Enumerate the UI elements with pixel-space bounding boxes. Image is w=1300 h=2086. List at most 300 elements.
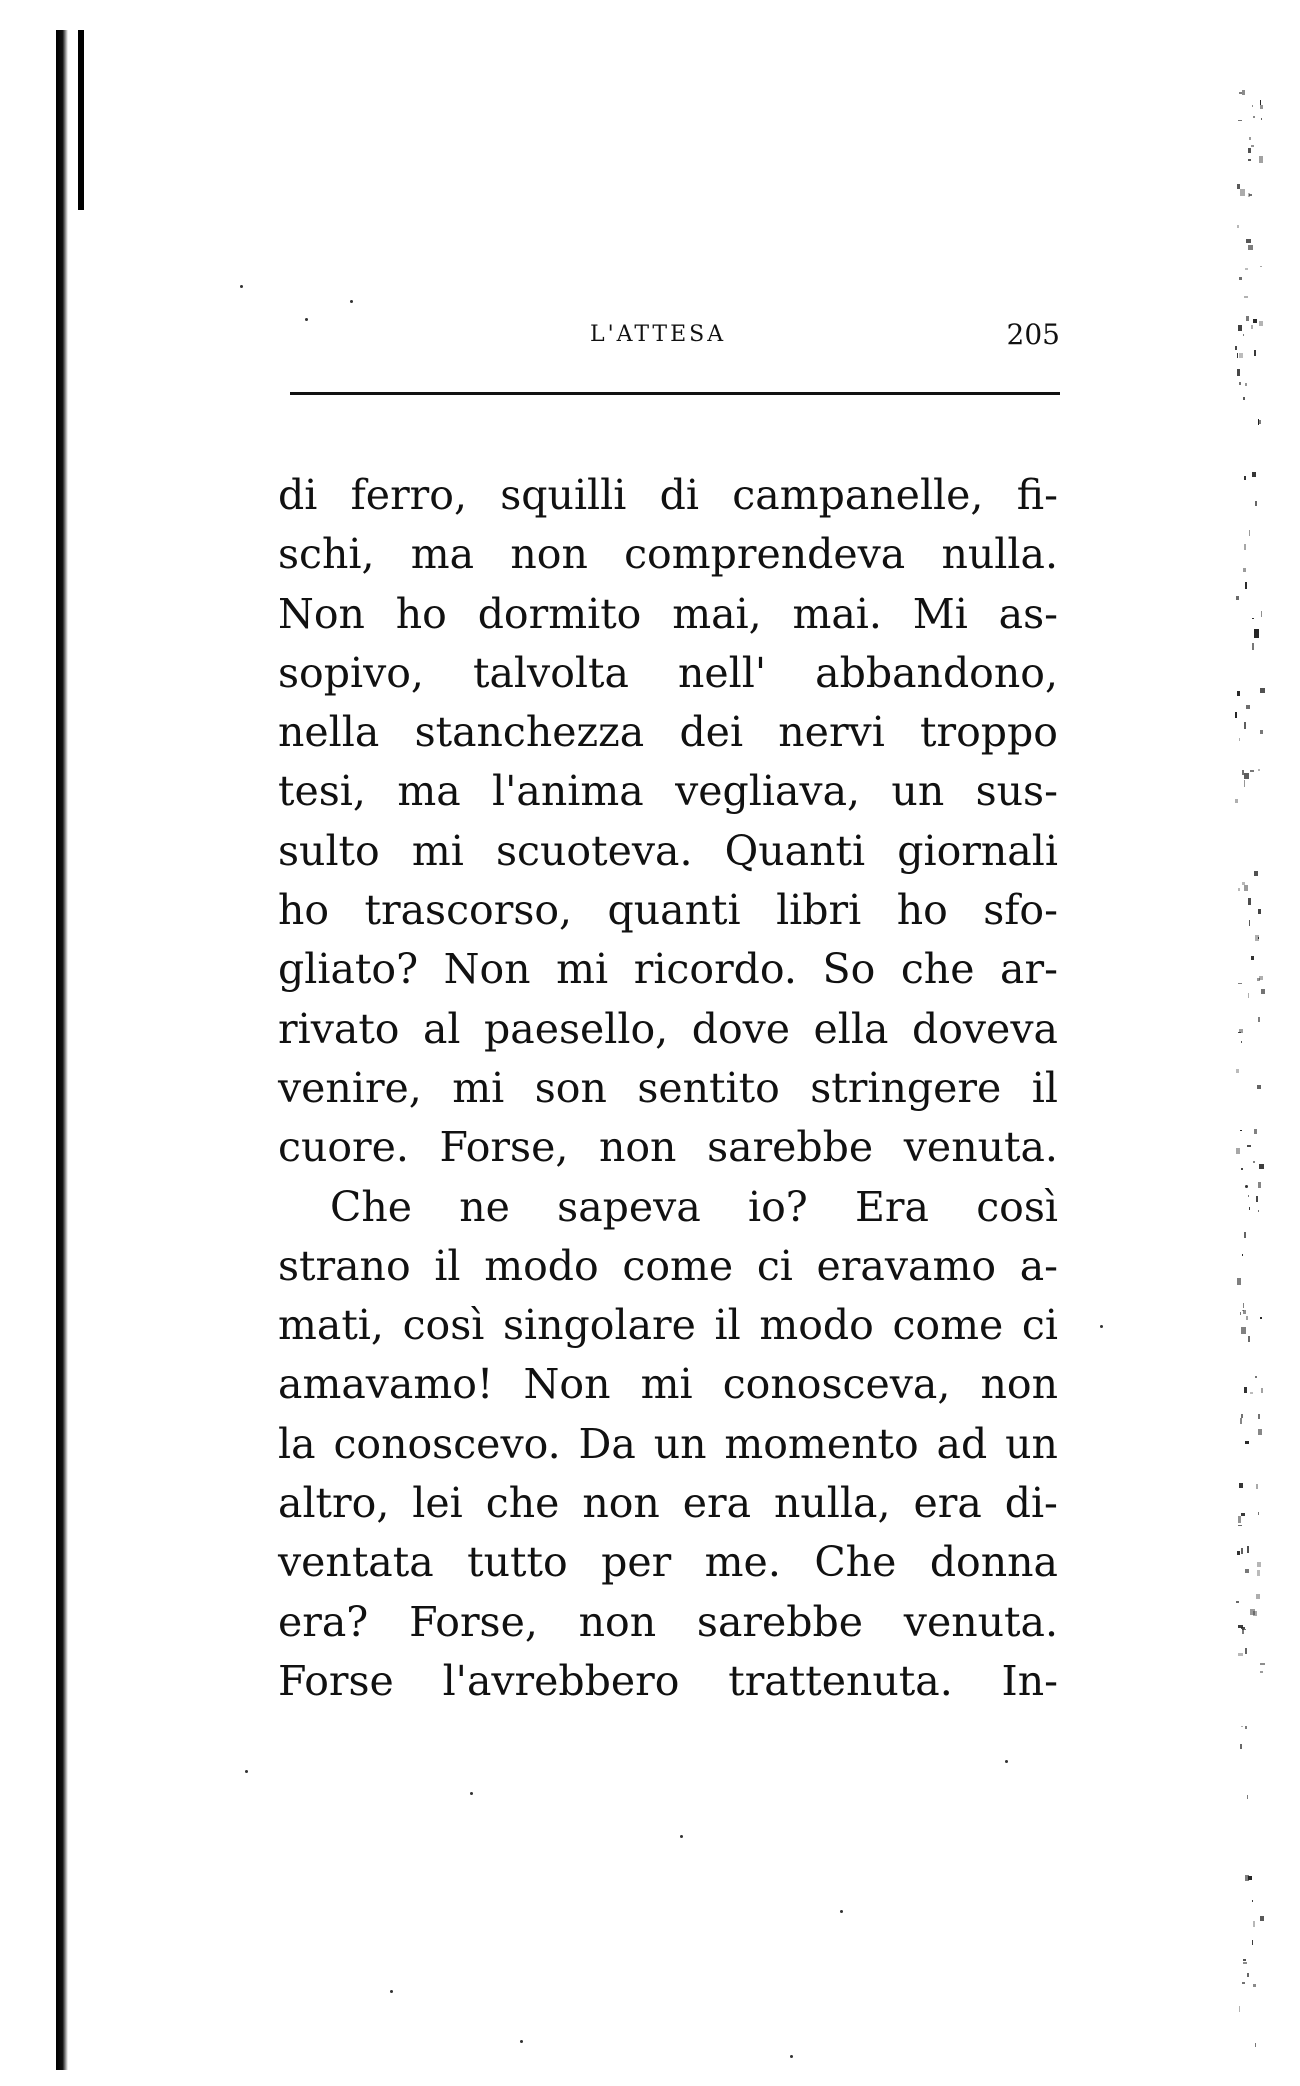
word: momento — [724, 1419, 919, 1468]
noise-speck — [1241, 1726, 1243, 1727]
word: così — [402, 1301, 485, 1350]
noise-speck — [1254, 1129, 1257, 1134]
word: ho — [896, 886, 948, 935]
word: un — [1005, 1419, 1058, 1468]
word: gliato? — [278, 945, 419, 994]
noise-speck — [1245, 1726, 1247, 1729]
word: era — [682, 1479, 752, 1528]
word: ventata — [278, 1538, 434, 1587]
noise-speck — [1247, 1145, 1251, 1147]
word: tutto — [467, 1538, 568, 1587]
word: stanchezza — [414, 708, 645, 757]
noise-speck — [1238, 1653, 1243, 1656]
speck — [520, 2040, 523, 2043]
word: venuta. — [903, 1123, 1058, 1172]
speck — [1100, 1325, 1103, 1328]
noise-speck — [1245, 582, 1247, 589]
word: l'anima — [492, 767, 644, 816]
word: sentito — [637, 1063, 780, 1112]
text-line — [278, 585, 1058, 644]
word: as- — [998, 589, 1058, 638]
noise-speck — [1249, 194, 1252, 196]
word: abbandono, — [815, 648, 1058, 697]
noise-speck — [1249, 530, 1250, 536]
word: ferro, — [350, 471, 467, 519]
noise-speck — [1254, 629, 1259, 633]
word: strano — [278, 1241, 411, 1290]
word: ma — [410, 530, 475, 579]
word: In- — [1001, 1656, 1058, 1705]
word: l'avrebbero — [442, 1656, 680, 1705]
word: dei — [679, 708, 744, 757]
noise-speck — [1238, 120, 1242, 121]
noise-speck — [1246, 316, 1249, 321]
running-title: L'ATTESA — [590, 322, 727, 347]
word: sapeva — [557, 1182, 701, 1231]
noise-speck — [1239, 1483, 1243, 1488]
word: altro, — [278, 1479, 390, 1528]
word: rivato — [278, 1004, 400, 1053]
noise-speck — [1238, 325, 1242, 331]
noise-speck — [1239, 1029, 1243, 1033]
text-line — [278, 1178, 1058, 1237]
word: squilli — [500, 471, 627, 519]
noise-speck — [1239, 738, 1240, 741]
word: ne — [459, 1182, 510, 1231]
word: ar- — [1000, 945, 1058, 994]
speck — [470, 1792, 473, 1795]
word: giornali — [897, 826, 1058, 875]
word: ad — [936, 1419, 988, 1468]
text-line — [278, 1593, 1058, 1652]
word: sfo- — [983, 886, 1058, 935]
word: così — [976, 1182, 1058, 1231]
noise-speck — [1245, 1648, 1247, 1654]
noise-speck — [1237, 353, 1238, 358]
noise-speck — [1252, 472, 1256, 477]
noise-speck — [1248, 1336, 1250, 1342]
word: sopivo, — [278, 648, 424, 697]
noise-speck — [1245, 383, 1247, 386]
noise-speck — [1237, 369, 1240, 376]
noise-speck — [1253, 319, 1257, 323]
noise-speck — [1246, 1316, 1248, 1320]
word: paesello, — [484, 1004, 669, 1053]
noise-speck — [1260, 1671, 1263, 1673]
noise-speck — [1249, 137, 1251, 140]
noise-speck — [1241, 1513, 1245, 1516]
noise-speck — [1252, 643, 1254, 650]
word: un — [653, 1419, 707, 1468]
noise-speck — [1257, 1085, 1261, 1089]
noise-speck — [1260, 1317, 1262, 1319]
speck — [390, 1990, 393, 1993]
noise-speck — [1250, 770, 1254, 772]
noise-speck — [1238, 983, 1242, 984]
noise-speck — [1249, 920, 1250, 926]
word: come — [892, 1301, 1004, 1350]
noise-speck — [1251, 956, 1254, 960]
noise-speck — [1244, 1387, 1247, 1393]
noise-speck — [1240, 1744, 1242, 1749]
word: trattenuta. — [728, 1656, 953, 1705]
noise-speck — [1242, 1310, 1244, 1311]
noise-speck — [1258, 1512, 1259, 1515]
noise-speck — [1241, 1548, 1243, 1554]
word: sus- — [975, 767, 1058, 816]
word: mati, — [278, 1301, 384, 1350]
noise-speck — [1255, 2043, 1256, 2047]
noise-speck — [1252, 1900, 1253, 1902]
noise-speck — [1236, 1148, 1240, 1154]
header-rule — [290, 392, 1060, 395]
noise-speck — [1254, 350, 1256, 356]
word: Quanti — [724, 826, 866, 875]
word: dormito — [477, 589, 642, 638]
word: nulla. — [941, 530, 1058, 579]
word: conoscevo. — [333, 1419, 561, 1468]
text-line — [278, 1059, 1058, 1118]
noise-speck — [1244, 296, 1248, 298]
noise-speck — [1238, 1516, 1241, 1523]
noise-speck — [1236, 1601, 1239, 1603]
word: mai. — [792, 589, 882, 638]
word: trascorso, — [364, 886, 573, 935]
noise-speck — [1236, 1069, 1239, 1073]
word: ma — [397, 767, 461, 816]
noise-speck — [1243, 334, 1244, 336]
word: venuta. — [903, 1597, 1058, 1646]
noise-speck — [1258, 909, 1261, 914]
noise-speck — [1243, 397, 1245, 400]
noise-speck — [1242, 1982, 1245, 1984]
word: non — [980, 1360, 1058, 1409]
speck — [1005, 1760, 1008, 1763]
noise-speck — [1255, 501, 1257, 506]
word: tesi, — [278, 767, 366, 816]
noise-speck — [1261, 611, 1262, 617]
word: Non — [523, 1360, 611, 1409]
noise-speck — [1243, 1962, 1247, 1964]
word: stringere — [810, 1063, 1002, 1112]
noise-speck — [1246, 239, 1251, 243]
word: la — [278, 1419, 316, 1468]
noise-speck — [1237, 225, 1239, 228]
noise-speck — [1254, 633, 1259, 638]
noise-speck — [1240, 189, 1245, 196]
noise-speck — [1237, 1278, 1241, 1285]
word: al — [422, 1004, 461, 1053]
word: nervi — [778, 708, 885, 757]
noise-speck — [1257, 1570, 1260, 1576]
speck — [350, 300, 353, 303]
noise-speck — [1245, 1569, 1249, 1573]
noise-speck — [1248, 245, 1253, 250]
binding-edge-shadow — [56, 30, 68, 2070]
noise-speck — [1260, 266, 1262, 267]
word: ci — [756, 1241, 793, 1290]
word: talvolta — [473, 648, 629, 697]
noise-speck — [1247, 1546, 1249, 1553]
noise-speck — [1261, 989, 1265, 994]
word: il — [434, 1241, 461, 1290]
noise-speck — [1237, 184, 1240, 189]
word: So — [822, 945, 876, 994]
word: nella — [278, 708, 380, 757]
word: Mi — [912, 589, 968, 638]
text-line — [278, 762, 1058, 821]
word: come — [622, 1241, 734, 1290]
word: campanelle, — [732, 471, 984, 519]
word: modo — [759, 1301, 874, 1350]
speck — [240, 285, 243, 288]
noise-speck — [1240, 1312, 1241, 1315]
speck — [1245, 1185, 1248, 1188]
noise-speck — [1243, 1959, 1246, 1961]
noise-speck — [1235, 799, 1238, 803]
word: quanti — [607, 886, 741, 935]
noise-speck — [1238, 1525, 1242, 1526]
binding-edge-mark — [78, 30, 84, 210]
text-line — [278, 644, 1058, 703]
noise-speck — [1244, 476, 1246, 480]
word: Forse — [278, 1656, 394, 1705]
noise-speck — [1242, 1254, 1243, 1256]
noise-speck — [1253, 116, 1255, 118]
body-text — [278, 466, 1058, 1711]
noise-speck — [1258, 1429, 1262, 1435]
word: di — [659, 471, 700, 519]
noise-speck — [1242, 1629, 1244, 1634]
noise-speck — [1252, 1940, 1253, 1945]
word: Non — [443, 945, 531, 994]
noise-speck — [1248, 159, 1251, 161]
word: a- — [1019, 1241, 1058, 1290]
noise-speck — [1245, 268, 1248, 270]
word: sulto — [278, 826, 380, 875]
word: me. — [704, 1538, 781, 1587]
word: lei — [412, 1479, 463, 1528]
noise-speck — [1239, 353, 1243, 358]
text-line — [278, 1237, 1058, 1296]
word: il — [714, 1301, 741, 1350]
noise-speck — [1245, 1875, 1249, 1881]
noise-speck — [1255, 1376, 1257, 1378]
text-line — [278, 1355, 1058, 1414]
word: ho — [278, 886, 330, 935]
noise-speck — [1246, 705, 1250, 709]
word: non — [510, 530, 588, 579]
text-line — [278, 1652, 1058, 1711]
text-line — [278, 466, 1058, 525]
word: fi- — [1016, 471, 1058, 519]
word: ho — [395, 589, 447, 638]
text-line — [278, 1000, 1058, 1059]
word: schi, — [278, 530, 375, 579]
word: donna — [929, 1538, 1058, 1587]
text-line — [278, 1118, 1058, 1177]
word: era? — [278, 1597, 369, 1646]
noise-speck — [1256, 1594, 1260, 1599]
word: libri — [776, 886, 862, 935]
noise-speck — [1241, 1168, 1243, 1170]
noise-speck — [1259, 1164, 1264, 1169]
noise-speck — [1242, 90, 1245, 95]
noise-speck — [1241, 1041, 1242, 1043]
noise-speck — [1258, 1182, 1261, 1188]
noise-speck — [1260, 105, 1263, 109]
word: era — [913, 1479, 982, 1528]
noise-speck — [1260, 1916, 1264, 1921]
noise-speck — [1261, 118, 1262, 120]
word: cuore. — [278, 1123, 409, 1172]
noise-speck — [1235, 346, 1237, 350]
noise-speck — [1260, 688, 1265, 693]
noise-speck — [1239, 382, 1241, 385]
word: ricordo. — [633, 945, 797, 994]
text-line — [278, 822, 1058, 881]
word: mi — [640, 1360, 693, 1409]
word: conosceva, — [722, 1360, 951, 1409]
noise-speck — [1251, 145, 1254, 147]
noise-speck — [1253, 1161, 1255, 1163]
word: Forse, — [409, 1597, 538, 1646]
word: Era — [854, 1182, 929, 1231]
word: che — [900, 945, 975, 994]
noise-speck — [1248, 993, 1249, 998]
word: venire, — [278, 1063, 422, 1112]
noise-speck — [1248, 898, 1251, 905]
noise-speck — [1238, 1625, 1243, 1628]
noise-speck — [1260, 1663, 1265, 1665]
word: mai, — [672, 589, 762, 638]
word: Da — [578, 1419, 636, 1468]
noise-speck — [1237, 1551, 1240, 1555]
noise-speck — [1244, 544, 1246, 550]
word: Forse, — [439, 1123, 569, 1172]
speck — [680, 1835, 683, 1838]
speck — [790, 2055, 793, 2058]
noise-speck — [1248, 1195, 1249, 1197]
word: Che — [330, 1182, 413, 1231]
page-number: 205 — [1006, 318, 1060, 351]
word: doveva — [911, 1004, 1058, 1053]
noise-speck — [1241, 1327, 1246, 1334]
word: amavamo! — [278, 1360, 494, 1409]
word: il — [1031, 1063, 1058, 1112]
word: comprendeva — [624, 530, 906, 579]
noise-speck — [1258, 937, 1259, 939]
word: son — [534, 1063, 607, 1112]
word: non — [598, 1123, 677, 1172]
word: mi — [556, 945, 609, 994]
noise-speck — [1236, 596, 1239, 600]
word: di- — [1004, 1479, 1058, 1528]
noise-speck — [1258, 1414, 1260, 1419]
speck — [840, 1910, 843, 1913]
noise-speck — [1247, 1973, 1249, 1977]
word: mi — [452, 1063, 505, 1112]
noise-speck — [1244, 780, 1245, 787]
word: sarebbe — [707, 1123, 874, 1172]
noise-speck — [1253, 1611, 1257, 1616]
word: vegliava, — [675, 767, 861, 816]
word: non — [582, 1479, 660, 1528]
noise-speck — [1256, 1196, 1258, 1202]
text-line — [278, 1296, 1058, 1355]
running-head — [290, 318, 1060, 358]
word: dove — [691, 1004, 791, 1053]
noise-speck — [1259, 976, 1263, 980]
noise-speck — [1258, 769, 1260, 771]
word: Che — [814, 1538, 897, 1587]
noise-speck — [1258, 1017, 1260, 1022]
noise-speck — [1239, 277, 1242, 280]
noise-speck — [1261, 1388, 1263, 1393]
noise-speck — [1235, 712, 1237, 718]
noise-speck — [1244, 722, 1246, 729]
word: per — [601, 1538, 672, 1587]
noise-speck — [1248, 148, 1251, 153]
noise-speck — [1258, 1210, 1259, 1212]
noise-speck — [1240, 1418, 1242, 1424]
noise-speck — [1259, 321, 1263, 326]
word: singolare — [502, 1301, 696, 1350]
word: io? — [747, 1182, 808, 1231]
text-line — [278, 1533, 1058, 1592]
noise-speck — [1253, 1984, 1256, 1987]
word: troppo — [920, 708, 1058, 757]
noise-speck — [1244, 773, 1249, 779]
noise-speck — [1238, 888, 1240, 891]
noise-speck — [1244, 1232, 1246, 1238]
text-line — [278, 525, 1058, 584]
word: nulla, — [774, 1479, 891, 1528]
noise-speck — [1252, 105, 1253, 107]
word: sarebbe — [696, 1597, 864, 1646]
text-line — [278, 703, 1058, 762]
noise-speck — [1259, 420, 1261, 424]
noise-speck — [1249, 1207, 1250, 1210]
noise-speck — [1247, 1795, 1248, 1799]
speck — [245, 1770, 248, 1773]
noise-speck — [1243, 568, 1246, 572]
word: eravamo — [816, 1241, 997, 1290]
noise-speck — [1252, 618, 1254, 619]
noise-speck — [1250, 1392, 1253, 1394]
noise-speck — [1239, 2006, 1240, 2012]
noise-speck — [1257, 1562, 1261, 1567]
word: mi — [411, 826, 464, 875]
word: nell' — [677, 648, 767, 697]
noise-speck — [1260, 730, 1263, 734]
noise-speck — [1243, 1303, 1244, 1308]
word: ella — [813, 1004, 889, 1053]
word: scuoteva. — [496, 826, 693, 875]
scan-edge-noise — [1235, 90, 1265, 2070]
word: modo — [484, 1241, 599, 1290]
word: che — [485, 1479, 560, 1528]
noise-speck — [1251, 325, 1253, 329]
noise-speck — [1244, 885, 1248, 891]
noise-speck — [1256, 1484, 1258, 1489]
text-line — [278, 940, 1058, 999]
text-line — [278, 1415, 1058, 1474]
text-line — [278, 1474, 1058, 1533]
noise-speck — [1237, 691, 1240, 696]
noise-speck — [1259, 156, 1263, 163]
noise-speck — [1254, 871, 1258, 876]
